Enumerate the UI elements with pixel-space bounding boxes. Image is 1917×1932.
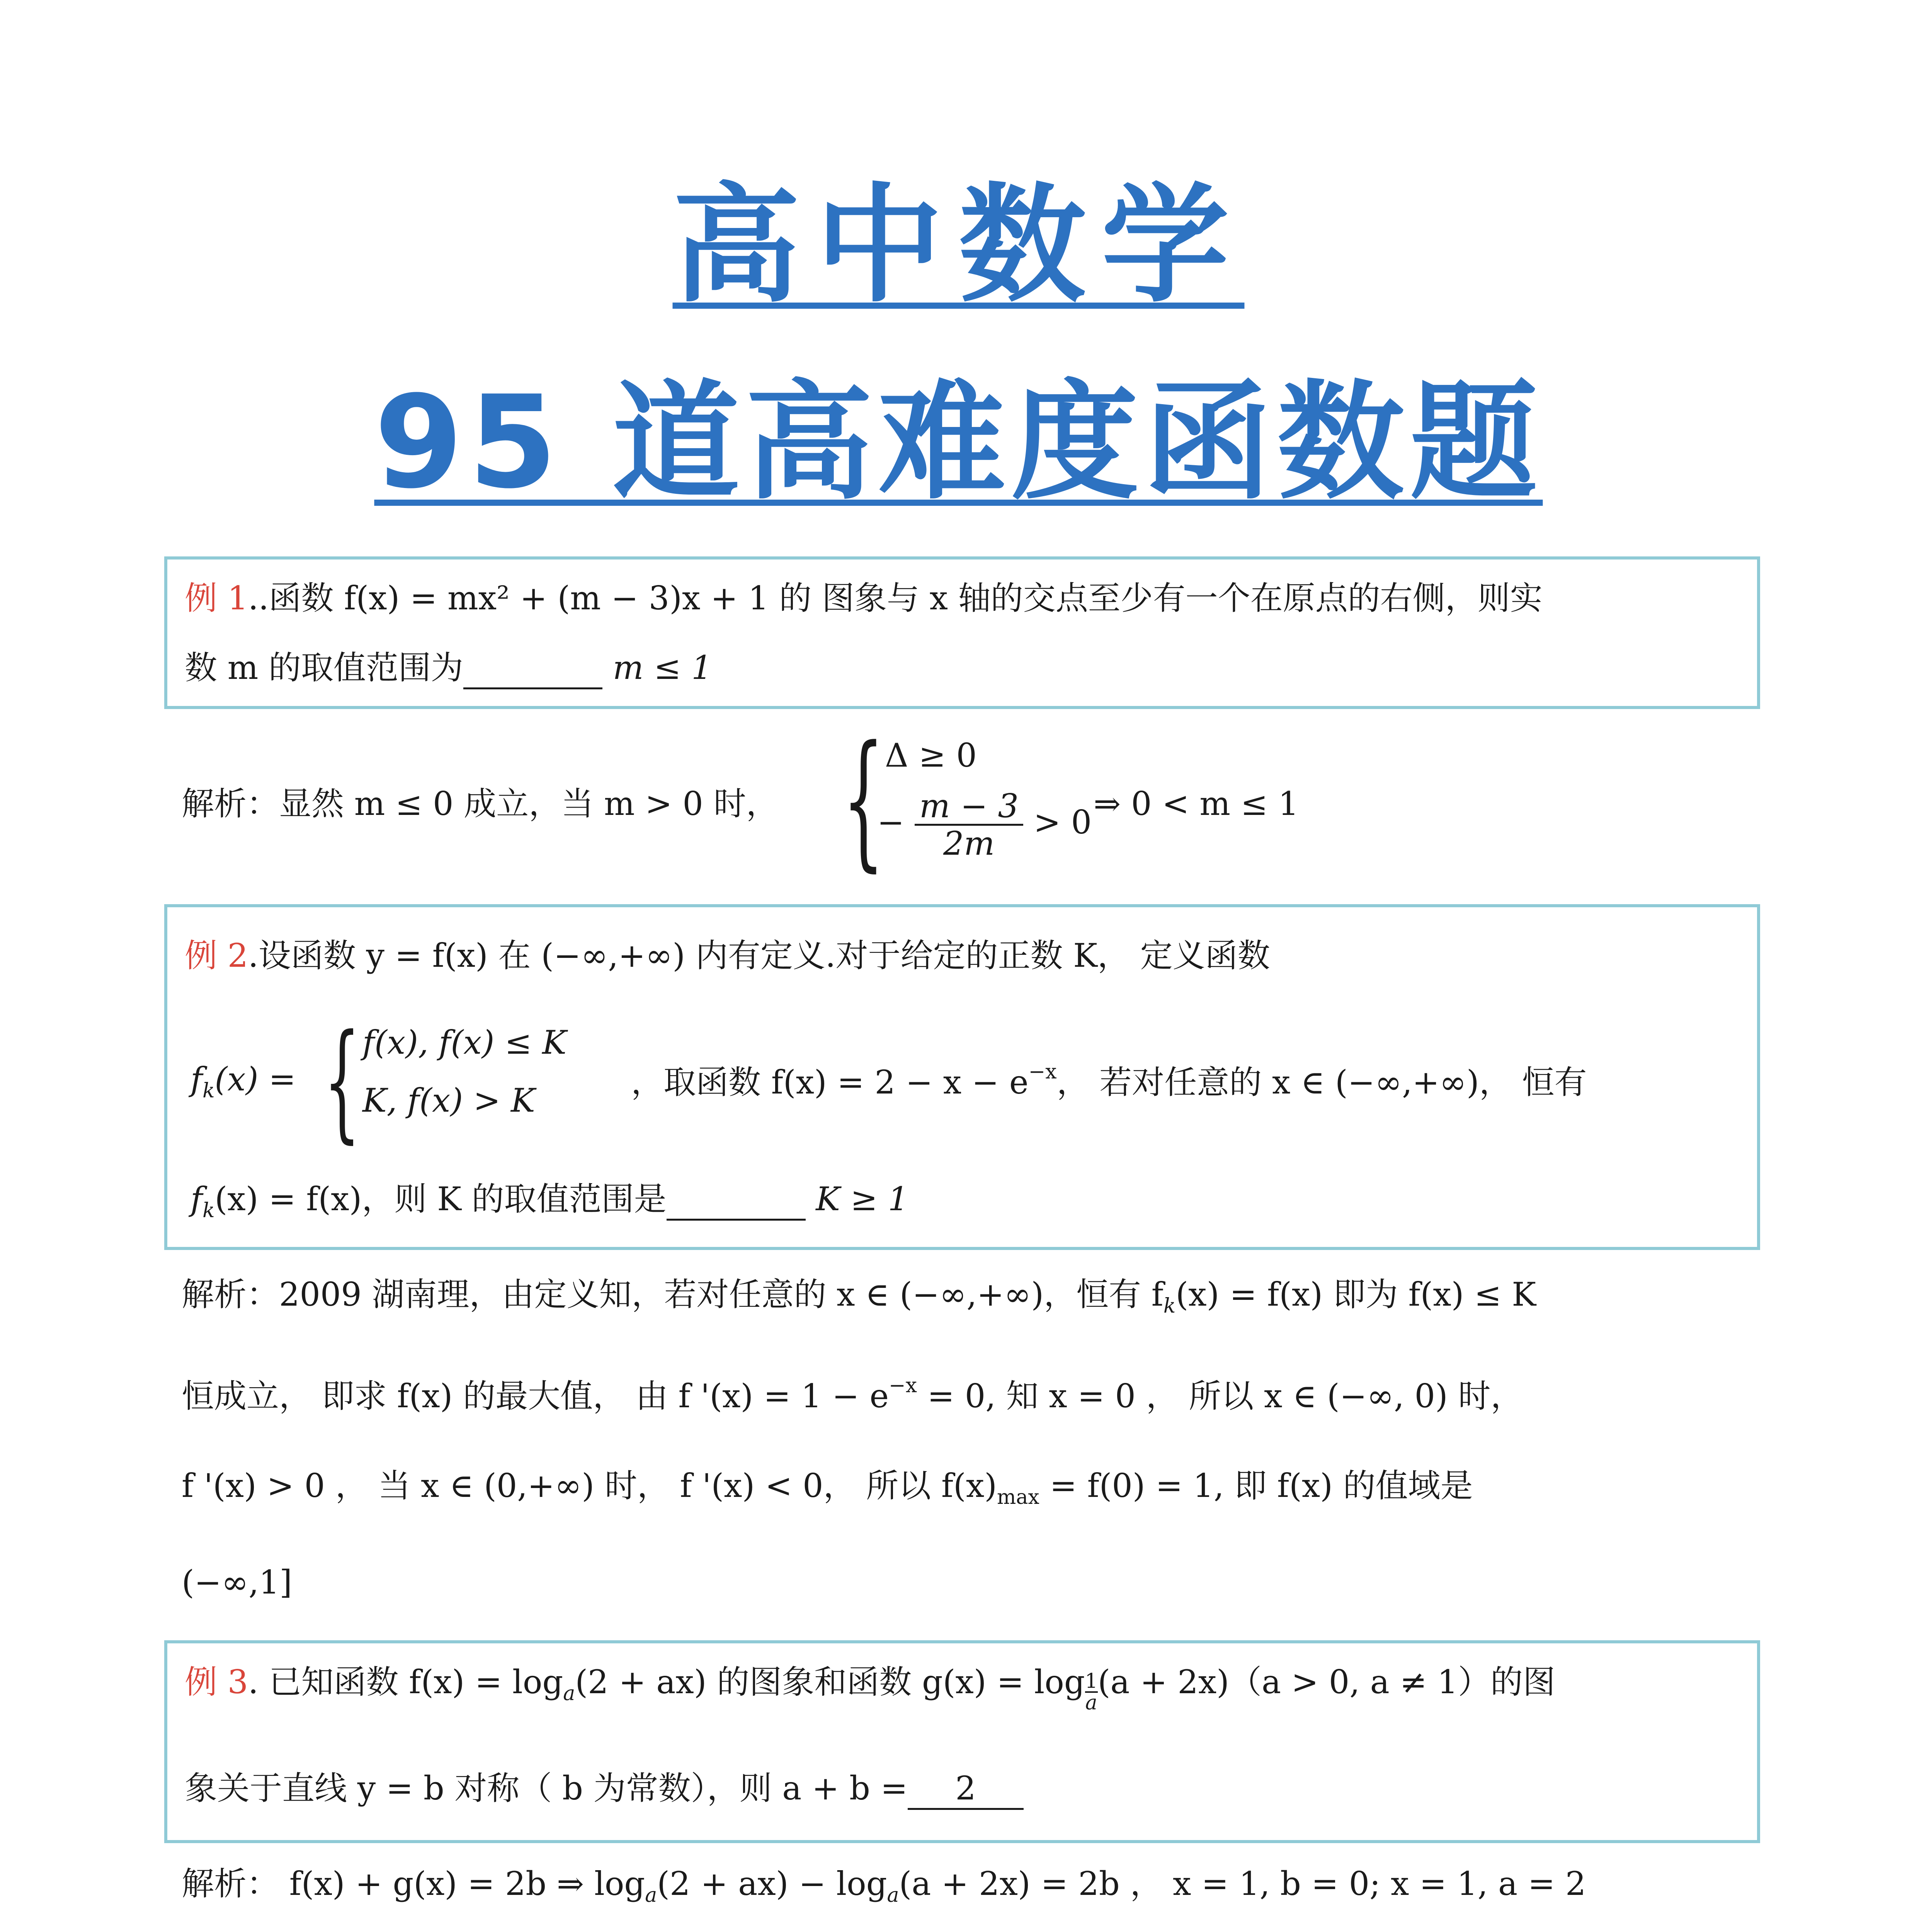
example-1-line-2	[185, 648, 712, 689]
example-2-box	[164, 904, 1760, 1250]
solution-result: ⇒ 0 < m ≤ 1	[1094, 785, 1299, 823]
example-text: 数 m 的取值范围为	[185, 649, 464, 687]
example-3-box	[164, 1640, 1760, 1843]
example-1-line-1	[185, 579, 1543, 618]
example-2-line-3: $f_k(x) = f(x)$，则 K 的取值范围是 K ≥ 1	[191, 1180, 909, 1223]
solution-prefix: 解析：显然 m ≤ 0 成立，当 m > 0 时，	[182, 785, 779, 823]
example-2-line-1	[185, 936, 1270, 975]
solution-2-line-4: (−∞,1]	[182, 1563, 293, 1601]
fraction: $\frac{m - 3}{2m}$	[915, 788, 1023, 862]
condition-2: − $\frac{m - 3}{2m}$ > 0	[877, 787, 1092, 863]
piecewise-fk: $f_k(x)$ =	[191, 1060, 296, 1103]
answer-text: 2	[955, 1769, 976, 1807]
solution-2-line-1: 解析：2009 湖南理，由定义知，若对任意的 x ∈ (−∞,+∞)，恒有 $f_k(x) = f(x)$ 即为 f(x) ≤ K	[182, 1276, 1536, 1318]
subtitle: 95 道高难度函数题	[374, 368, 1543, 517]
main-title: 高中数学	[672, 171, 1245, 320]
answer-blank	[908, 1769, 1024, 1810]
example-text: .设函数 y = f(x) 在 (−∞,+∞) 内有定义.对于给定的正数 K， 定义函数	[248, 937, 1270, 975]
example-label: 例 1	[185, 579, 248, 617]
example-2-line-2: ，取函数 $f(x) = 2 - x - e^{-x}$， 若对任意的 x ∈ (−∞,+∞)， 恒有	[631, 1060, 1587, 1102]
answer-blank	[463, 648, 602, 689]
case-2: K, f(x) > K	[362, 1082, 535, 1119]
solution-3: 解析： f(x) + g(x) = 2b ⇒ $\log_a(2 + ax) - \log_a(a + 2x) = 2b$ ， x = 1, b = 0; x = 1, a = 2	[182, 1865, 1586, 1907]
answer-text: m ≤ 1	[612, 649, 712, 687]
example-label: 例 3	[185, 1663, 248, 1701]
answer-blank	[667, 1180, 806, 1221]
left-brace: {	[324, 1007, 361, 1155]
left-brace: {	[842, 714, 885, 885]
log-base-fraction: $\frac{1}{a}$	[1085, 1669, 1098, 1714]
condition-1: Δ ≥ 0	[885, 736, 977, 774]
example-label: 例 2	[185, 937, 248, 975]
answer-text: K ≥ 1	[816, 1180, 909, 1218]
example-text: ..函数 f(x) = mx² + (m − 3)x + 1 的 图象与 x 轴的交点至少有一个在原点的右侧，则实	[248, 579, 1543, 617]
solution-2-line-3: f '(x) > 0 ， 当 x ∈ (0,+∞) 时， f '(x) < 0， 所以 $f(x)_{max} = f(0) = 1$, 即 f(x) 的值域是	[182, 1467, 1473, 1509]
case-1: f(x), f(x) ≤ K	[362, 1024, 566, 1061]
solution-2-line-2: 恒成立， 即求 f(x) 的最大值， 由 f '$(x) = 1 - e^{-x} = 0$, 知 x = 0 ， 所以 x ∈ (−∞, 0) 时，	[182, 1374, 1523, 1415]
example-3-line-2: 象关于直线 y = b 对称（ b 为常数），则 a + b = 2	[185, 1769, 1024, 1810]
example-1-box	[164, 556, 1760, 709]
example-3-line-1: 例 3. 已知函数 $f(x) = \log_a(2 + ax)$ 的图象和函数 g(x) = log $\frac{1}{a}$ (a + 2x)（a > 0, a ≠ 1）的图	[185, 1663, 1556, 1714]
